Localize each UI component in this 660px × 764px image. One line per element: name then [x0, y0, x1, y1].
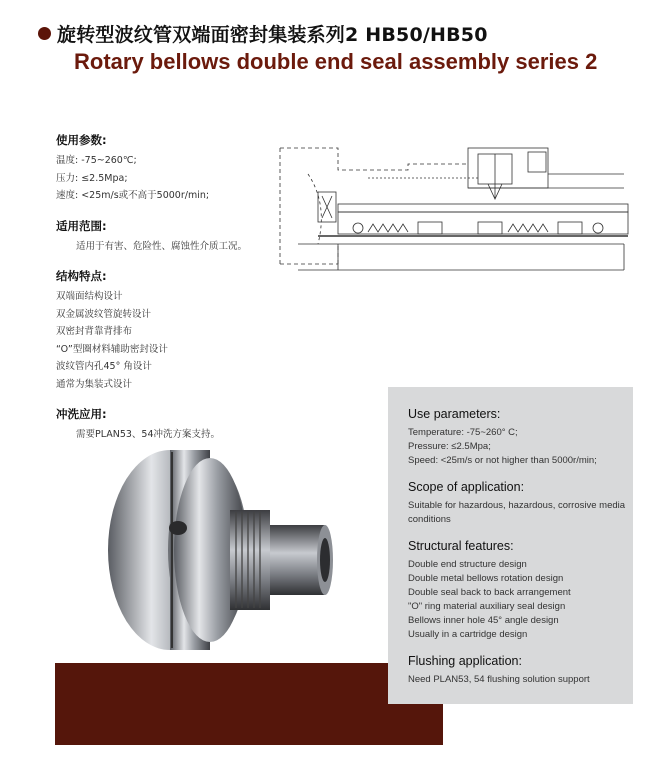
cn-flushing-line: 需要PLAN53、54冲洗方案支持。	[76, 429, 221, 440]
en-feature-line: Double end structure design	[408, 559, 527, 570]
decorative-dark-band	[55, 663, 443, 745]
english-spec-panel	[388, 387, 633, 704]
en-feature-line: Usually in a cartridge design	[408, 629, 528, 640]
en-features-section	[408, 539, 628, 642]
cn-params-line: 压力: ≤2.5Mpa;	[56, 172, 128, 184]
en-params-section	[408, 407, 628, 468]
en-feature-line: Bellows inner hole 45° angle design	[408, 615, 559, 626]
cn-feature-line: 双金属波纹管旋转设计	[56, 308, 152, 320]
cn-scope-line: 适用于有害、危险性、腐蚀性介质工况。	[76, 240, 248, 252]
en-params-line: Temperature: -75~260° C;	[408, 427, 518, 438]
chinese-spec-column	[56, 132, 286, 457]
en-params-heading: Use parameters:	[408, 407, 501, 421]
en-scope-section	[408, 480, 628, 527]
en-feature-line: Double seal back to back arrangement	[408, 587, 571, 598]
title-cn-text: 旋转型波纹管双端面密封集装系列2 HB50/HB50	[57, 24, 488, 46]
en-params-line: Pressure: ≤2.5Mpa;	[408, 441, 491, 452]
en-features-heading: Structural features:	[408, 539, 514, 553]
en-feature-line: Double metal bellows rotation design	[408, 573, 564, 584]
en-flushing-line: Need PLAN53, 54 flushing solution support	[408, 674, 590, 685]
cn-params-section	[56, 132, 286, 205]
cn-scope-section	[56, 218, 286, 256]
cn-flushing-section	[56, 406, 286, 444]
en-scope-line: Suitable for hazardous, hazardous, corrosive media conditions	[408, 500, 626, 525]
en-scope-heading: Scope of application:	[408, 480, 525, 494]
cn-features-heading: 结构特点:	[56, 269, 107, 283]
en-feature-line: "O" ring material auxiliary seal design	[408, 601, 566, 612]
cn-feature-line: “O”型圈材料辅助密封设计	[56, 343, 168, 355]
cn-feature-line: 双密封背靠背排布	[56, 326, 133, 337]
cn-feature-line: 双端面结构设计	[56, 291, 123, 302]
page-title-chinese	[38, 20, 488, 47]
cn-features-section	[56, 268, 286, 393]
cn-scope-heading: 适用范围:	[56, 218, 107, 233]
cn-feature-line: 通常为集装式设计	[56, 378, 133, 390]
english-spec-content	[408, 407, 628, 699]
cn-feature-line: 波纹管内孔45° 角设计	[56, 361, 152, 372]
seal-cross-section-drawing	[278, 144, 638, 304]
en-params-line: Speed: <25m/s or not higher than 5000r/min;	[408, 455, 597, 466]
cn-params-heading: 使用参数:	[56, 133, 107, 147]
en-flushing-section	[408, 654, 628, 687]
page-title-english: Rotary bellows double end seal assembly series 2	[74, 49, 598, 74]
cn-flushing-heading: 冲洗应用:	[56, 407, 107, 421]
cn-params-line: 速度: <25m/s或不高于5000r/min;	[56, 190, 210, 201]
cn-params-line: 温度: -75~260℃;	[56, 155, 137, 166]
en-flushing-heading: Flushing application:	[408, 654, 522, 668]
title-bullet-icon	[38, 27, 51, 40]
seal-assembly-photo	[100, 440, 340, 660]
